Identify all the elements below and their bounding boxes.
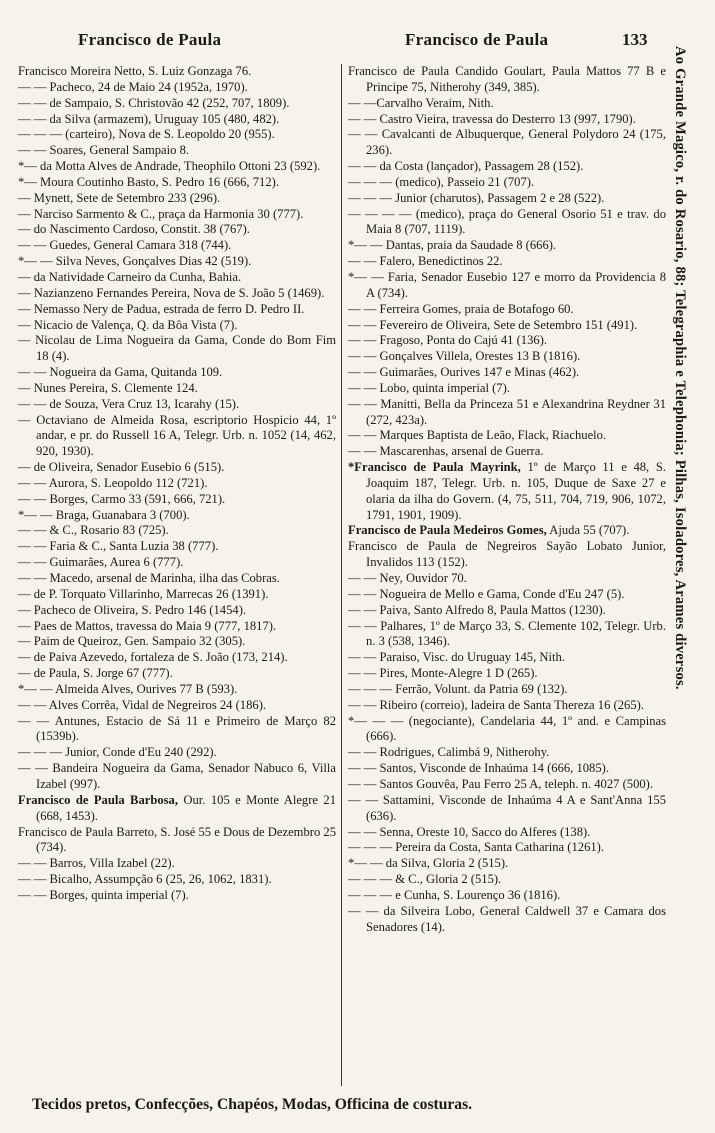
directory-entry: — — da Silveira Lobo, General Caldwell 37 e Camara dos Senadores (14). [348,903,666,934]
directory-entry: — —Carvalho Veraim, Nith. [348,95,494,110]
directory-entry: Francisco de Paula Barreto, S. José 55 e Dous de Dezembro 25 (734). [18,824,336,855]
directory-entry: — de P. Torquato Villarinho, Marrecas 26 (1391). [18,586,269,601]
entry-bold-name: Francisco de Paula Medeiros Gomes, [348,523,547,538]
directory-entry: *— — — (negociante), Candelaria 44, 1º and. e Campinas (666). [348,713,666,744]
directory-entry: — — Rodrigues, Calimbá 9, Nitherohy. [348,745,550,760]
footer-advertisement: Tecidos pretos, Confecções, Chapéos, Modas, Officina de costuras. [32,1096,473,1113]
directory-entry: — Nemasso Nery de Padua, estrada de ferro D. Pedro II. [18,301,305,316]
directory-entry: — — Sattamini, Visconde de Inhaúma 4 A e Sant'Anna 155 (636). [348,792,666,823]
directory-entry: — — da Silva (armazem), Uruguay 105 (480, 482). [18,111,280,126]
directory-entry: — — Ferreira Gomes, praia de Botafogo 60. [348,301,574,316]
directory-entry: — Narciso Sarmento & C., praça da Harmonia 30 (777). [18,206,304,221]
directory-entry: — — Faria & C., Santa Luzia 38 (777). [18,539,219,554]
directory-entry: — — Guimarães, Ourives 147 e Minas (462). [348,365,580,380]
directory-entry: — Nicacio de Valença, Q. da Bôa Vista (7). [18,317,238,332]
directory-entry: — — Macedo, arsenal de Marinha, ilha das Cobras. [18,571,280,585]
directory-entry: — de Paiva Azevedo, fortaleza de S. João (173, 214). [18,650,288,665]
directory-entry: — — Ribeiro (correio), ladeira de Santa Thereza 16 (265). [348,697,644,712]
directory-entry: — — Paiva, Santo Alfredo 8, Paula Mattos (1230). [348,602,606,617]
directory-entry: — Paim de Queiroz, Gen. Sampaio 32 (305). [18,634,246,649]
directory-entry: — Octaviano de Almeida Rosa, escriptorio Hospicio 44, 1º andar, e pr. do Russell 16 A, Telegr. Urb. n. 1052 (14, 462, 920, 1930). [18,412,336,459]
directory-entry: — — Guimarães, Aurea 6 (777). [18,555,184,570]
directory-entry: — — da Costa (lançador), Passagem 28 (152). [348,159,584,174]
directory-entry: — — Barros, Villa Izabel (22). [18,856,175,871]
directory-entry: — Nicolau de Lima Nogueira da Gama, Conde do Bom Fim 18 (4). [18,333,336,364]
directory-entry: — — Guedes, General Camara 318 (744). [18,238,232,253]
directory-entry: — — Manitti, Bella da Princeza 51 e Alexandrina Reydner 31 (272, 423a). [348,396,666,427]
directory-entry: *— — da Silva, Gloria 2 (515). [348,856,509,871]
directory-entry: *— Moura Coutinho Basto, S. Pedro 16 (666, 712). [18,174,279,189]
directory-entry: — — Alves Corrêa, Vidal de Negreiros 24 (186). [18,697,267,712]
directory-entry: — — & C., Rosario 83 (725). [18,523,169,538]
directory-entry: — — Castro Vieira, travessa do Desterro 13 (997, 1790). [348,111,636,126]
directory-entry: — — Antunes, Estacio de Sá 11 e Primeiro de Março 82 (1539b). [18,713,336,744]
directory-entry: — — Pires, Monte-Alegre 1 D (265). [348,666,538,681]
directory-entry [348,460,666,523]
directory-entry: — — Senna, Oreste 10, Sacco do Alferes (138). [348,824,591,839]
directory-entry: — — Mascarenhas, arsenal de Guerra. [348,444,544,459]
directory-entry: *— — Faria, Senador Eusebio 127 e morro da Providencia 8 A (734). [348,269,666,300]
directory-entry: — — Pacheco, 24 de Maio 24 (1952a, 1970). [18,79,248,94]
directory-entry: — de Oliveira, Senador Eusebio 6 (515). [18,460,225,475]
directory-entry: — — Borges, Carmo 33 (591, 666, 721). [18,491,226,506]
left-header-title: Francisco de Paula [78,30,222,49]
directory-entry: *— — Silva Neves, Gonçalves Dias 42 (519). [18,254,252,269]
directory-entry: — Nunes Pereira, S. Clemente 124. [18,380,198,395]
directory-entry: — do Nascimento Cardoso, Constit. 38 (767). [18,222,250,237]
column-divider [341,64,342,1086]
directory-entry: — — Santos Gouvêa, Pau Ferro 25 A, teleph. n. 4027 (500). [348,776,654,791]
entry-address: Ajuda 55 (707). [546,523,630,538]
directory-entry: — — Bandeira Nogueira da Gama, Senador Nabuco 6, Villa Izabel (997). [18,761,336,791]
directory-entry: — — — Junior, Conde d'Eu 240 (292). [18,745,217,760]
directory-entry: *— — Braga, Guanabara 3 (700). [18,507,190,522]
directory-entry: — da Natividade Carneiro da Cunha, Bahia. [18,269,242,284]
running-header [0,30,715,54]
side-advertisement [668,40,688,1062]
directory-entry: — — de Souza, Vera Cruz 13, Icarahy (15). [18,396,240,411]
directory-entry: — — Santos, Visconde de Inhaúma 14 (666, 1085). [348,761,609,776]
directory-entry: — — Paraiso, Visc. do Uruguay 145, Nith. [348,650,565,665]
directory-entry: — — Palhares, 1º de Março 33, S. Clemente 102, Telegr. Urb. n. 3 (538, 1346). [348,618,666,649]
directory-entry: — — Nogueira da Gama, Quitanda 109. [18,365,223,380]
directory-entry: — — Fevereiro de Oliveira, Sete de Setembro 151 (491). [348,317,638,332]
directory-entry: — — — & C., Gloria 2 (515). [348,872,502,887]
directory-entry: — de Paula, S. Jorge 67 (777). [18,666,173,681]
directory-entry: — — — Junior (charutos), Passagem 2 e 28 (522). [348,190,605,205]
directory-entry: — — Borges, quinta imperial (7). [18,887,189,902]
directory-entry: — Mynett, Sete de Setembro 233 (296). [18,190,221,205]
directory-entry: — — — — (medico), praça do General Osorio 51 e trav. do Maia 8 (707, 1119). [348,206,666,237]
right-column [348,64,666,935]
directory-entry: — — Falero, Benedictinos 22. [348,254,503,269]
directory-entry: — — Cavalcanti de Albuquerque, General Polydoro 24 (175, 236). [348,127,666,158]
directory-entry: — Paes de Mattos, travessa do Maia 9 (777, 1817). [18,618,277,633]
directory-entry: — — — (medico), Passeio 21 (707). [348,174,535,189]
directory-entry: — — Soares, General Sampaio 8. [18,143,190,158]
directory-entry [348,523,666,539]
directory-entry: Francisco Moreira Netto, S. Luiz Gonzaga 76. [18,64,252,78]
directory-entry: — — Gonçalves Villela, Orestes 13 B (1816). [348,349,581,364]
directory-entry: — — Fragoso, Ponta do Cajú 41 (136). [348,333,548,348]
directory-entry: — — Aurora, S. Leopoldo 112 (721). [18,475,208,490]
directory-entry: — — Nogueira de Mello e Gama, Conde d'Eu 247 (5). [348,586,625,601]
directory-entry [18,793,336,825]
entry-address: 1º de Março 11 e 48, S. Joaquim 187, Telegr. Urb. n. 105, Duque de Saxe 27 e olaria da ilha do Govern. (4, 75, 511, 704, 719, 906, 1072, 1791, 1901, 1909). [366,460,667,522]
directory-entry: — — — Ferrão, Volunt. da Patria 69 (132). [348,681,568,696]
directory-entry: *— — Dantas, praia da Saudade 8 (666). [348,238,557,253]
directory-entry: *— da Motta Alves de Andrade, Theophilo Ottoni 23 (592). [18,159,321,174]
directory-entry: Francisco de Paula Candido Goulart, Paula Mattos 77 B e Principe 75, Nitherohy (349, 385). [348,64,666,94]
side-advertisement-text: Ao Grande Magico, r. do Rosario, 88; Telegraphia e Telephonia; Pilhas, Isoladores, Arames diversos. [672,46,688,690]
right-header-title: Francisco de Paula [405,30,549,49]
directory-entry: — Pacheco de Oliveira, S. Pedro 146 (1454). [18,602,247,617]
directory-entry: — Nazianzeno Fernandes Pereira, Nova de S. João 5 (1469). [18,285,325,300]
directory-entry: — — — (carteiro), Nova de S. Leopoldo 20 (955). [18,127,275,142]
directory-entry: Francisco de Paula de Negreiros Sayão Lobato Junior, Invalidos 113 (152). [348,539,666,570]
entry-bold-name: Francisco de Paula Barbosa, [18,792,178,807]
directory-entry: — — Ney, Ouvidor 70. [348,571,467,585]
entry-address: Our. 105 e Monte Alegre 21 (668, 1453). [36,792,336,823]
directory-entry: — — — e Cunha, S. Lourenço 36 (1816). [348,887,561,902]
page-number: 133 [622,30,648,49]
directory-entry: — — — Pereira da Costa, Santa Catharina (1261). [348,840,605,855]
left-column [18,64,336,904]
directory-entry: — — Bicalho, Assumpção 6 (25, 26, 1062, 1831). [18,872,272,887]
entry-bold-name: *Francisco de Paula Mayrink, [348,460,521,475]
directory-entry: *— — Almeida Alves, Ourives 77 B (593). [18,681,238,696]
directory-entry: — — Marques Baptista de Leão, Flack, Riachuelo. [348,428,607,443]
directory-entry: — — Lobo, quinta imperial (7). [348,380,510,395]
directory-entry: — — de Sampaio, S. Christovão 42 (252, 707, 1809). [18,95,290,110]
